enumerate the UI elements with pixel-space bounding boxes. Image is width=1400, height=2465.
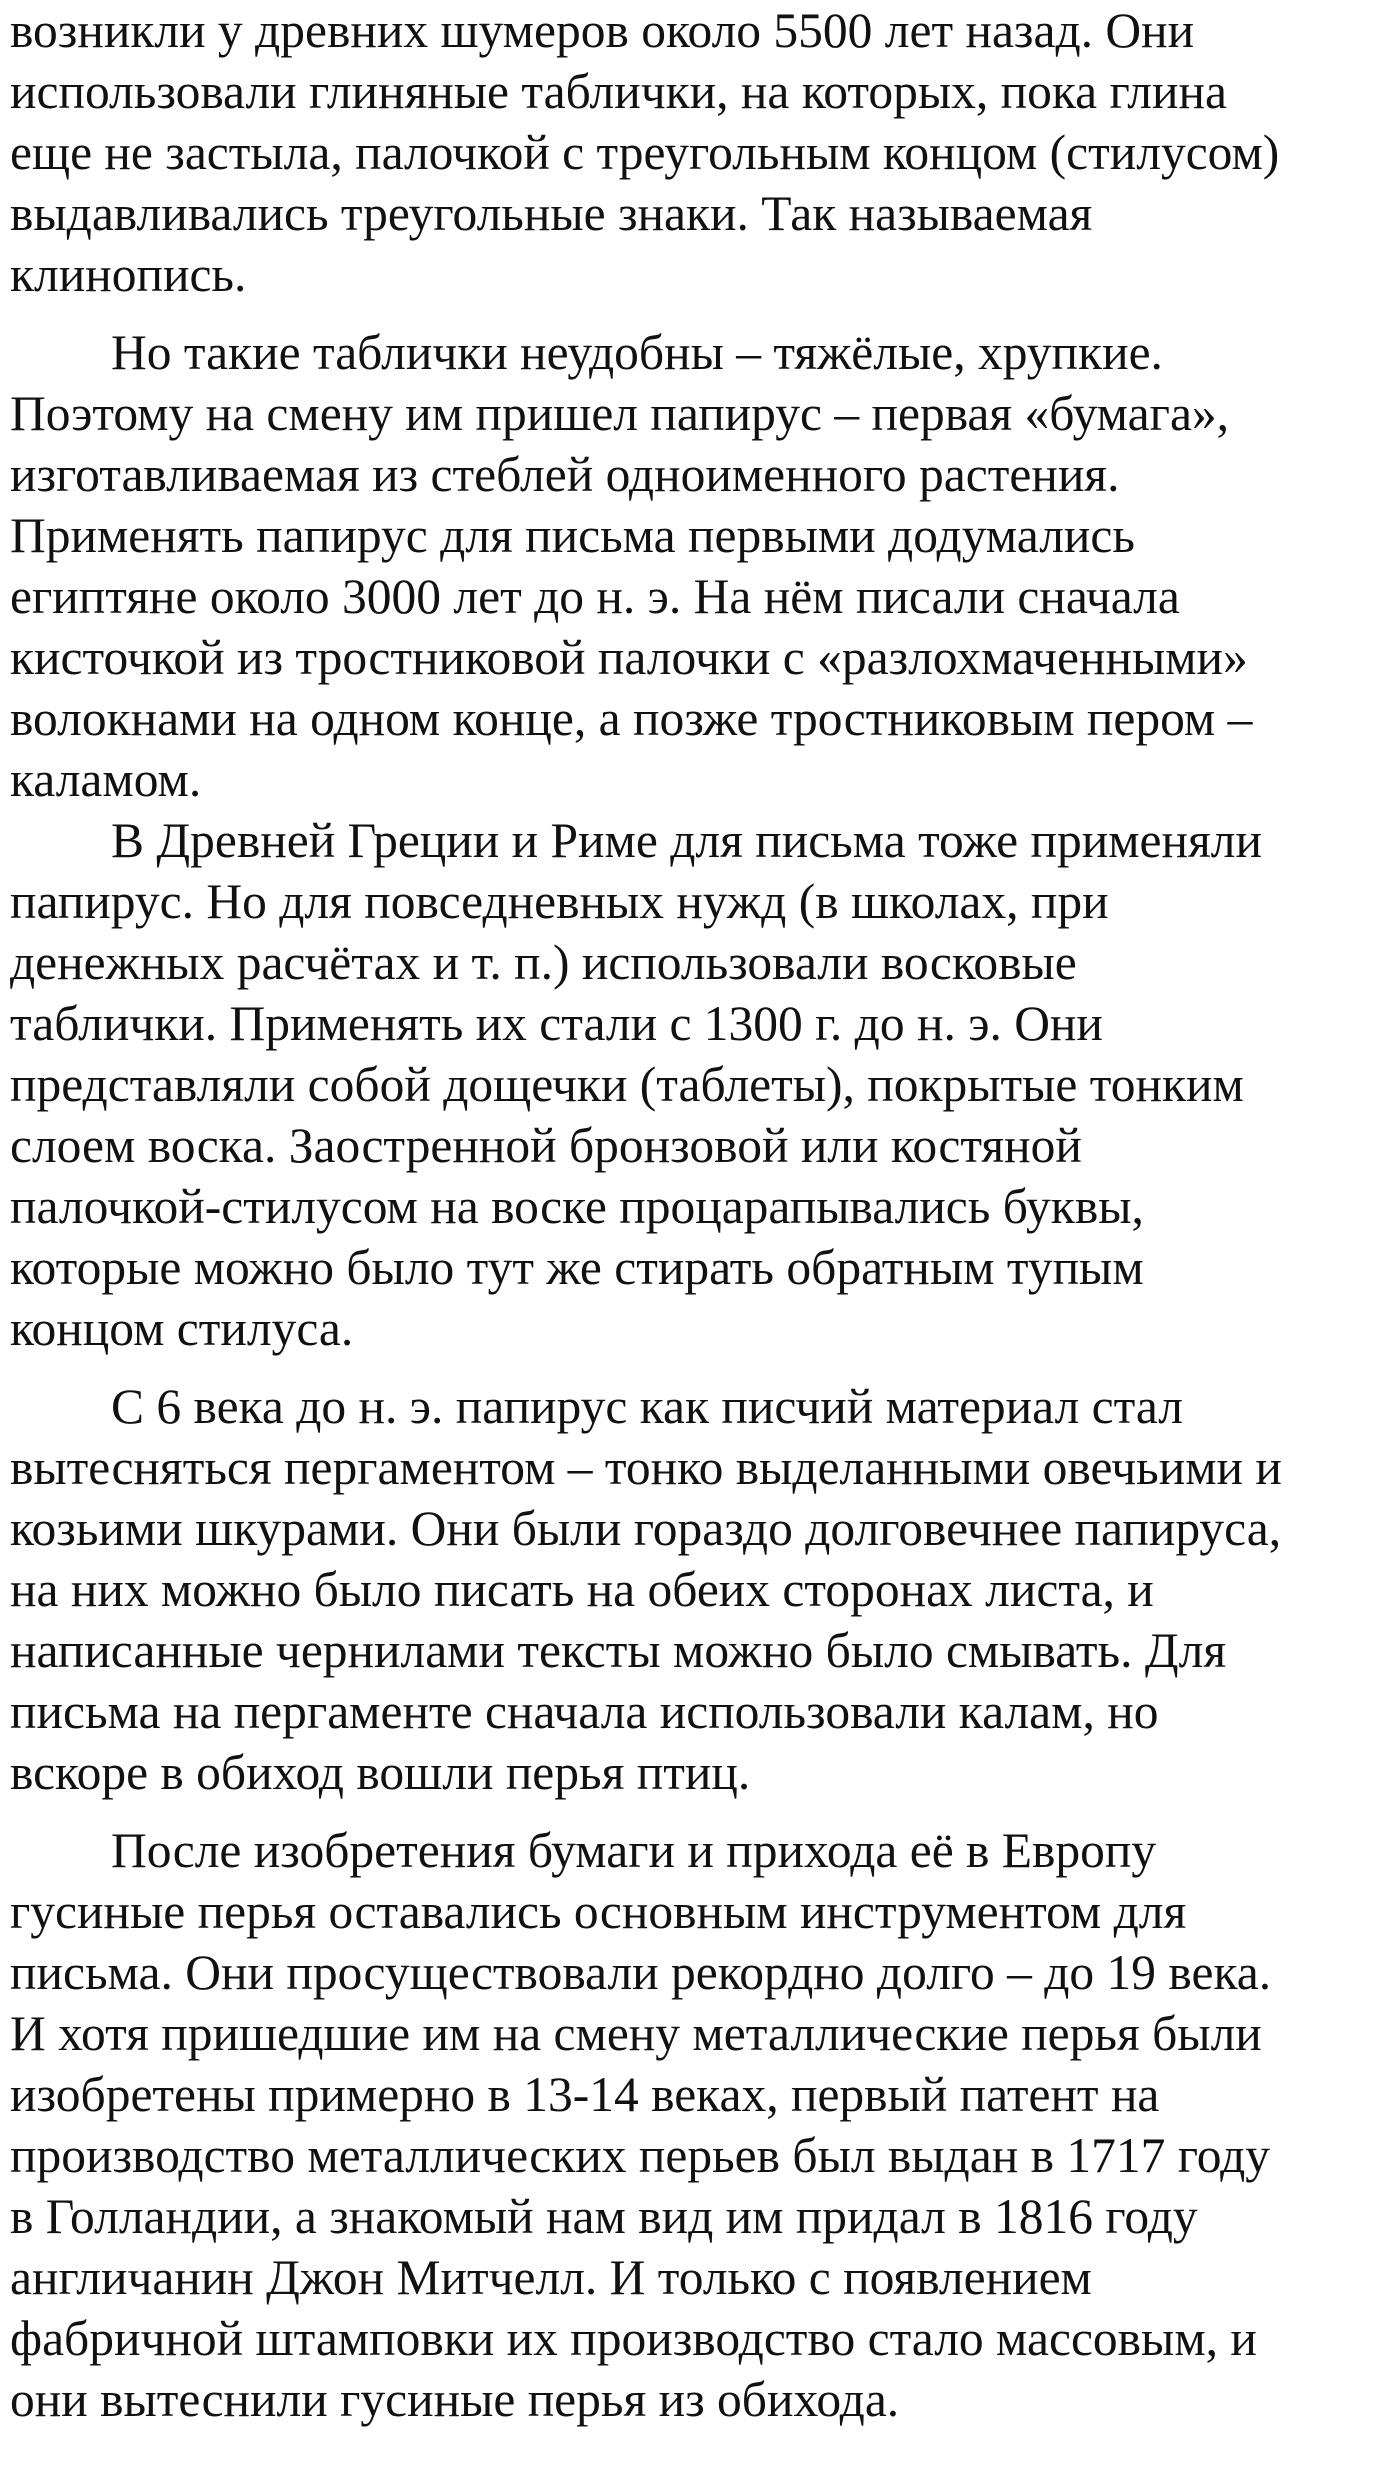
text-line: в Голландии, а знакомый нам вид им придал в 1816 году xyxy=(10,2189,1198,2244)
text-line: палочкой-стилусом на воске процарапывались буквы, xyxy=(10,1179,1144,1234)
text-line: папирус. Но для повседневных нужд (в школах, при xyxy=(10,874,1109,929)
paragraph-parchment xyxy=(10,1376,1400,1803)
text-line: Применять папирус для письма первыми додумались xyxy=(10,508,1135,563)
document-page xyxy=(10,0,1400,2430)
text-line: письма на пергаменте сначала использовали калам, но xyxy=(10,1684,1159,1739)
text-line: В Древней Греции и Риме для письма тоже применяли xyxy=(111,813,1262,868)
paragraph-quill-pens xyxy=(10,1820,1400,2430)
text-line: С 6 века до н. э. папирус как писчий материал стал xyxy=(111,1379,1183,1434)
text-line: написанные чернилами тексты можно было смывать. Для xyxy=(10,1623,1227,1678)
text-line: возникли у древних шумеров около 5500 лет назад. Они xyxy=(10,3,1195,58)
text-line: производство металлических перьев был выдан в 1717 году xyxy=(10,2128,1271,2183)
text-line: денежных расчётах и т. п.) использовали восковые xyxy=(10,935,1077,990)
paragraph-cuneiform xyxy=(10,0,1400,305)
text-line: вскоре в обиход вошли перья птиц. xyxy=(10,1745,751,1800)
text-line: гусиные перья оставались основным инструментом для xyxy=(10,1884,1187,1939)
text-line: которые можно было тут же стирать обратным тупым xyxy=(10,1240,1144,1295)
text-line: каламом. xyxy=(10,752,202,807)
text-line: слоем воска. Заостренной бронзовой или костяной xyxy=(10,1118,1082,1173)
text-line: вытесняться пергаментом – тонко выделанными овечьими и xyxy=(10,1440,1282,1495)
text-line: таблички. Применять их стали с 1300 г. до н. э. Они xyxy=(10,996,1103,1051)
text-line: на них можно было писать на обеих сторонах листа, и xyxy=(10,1562,1154,1617)
text-line: еще не застыла, палочкой с треугольным концом (стилусом) xyxy=(10,125,1280,180)
text-line: Но такие таблички неудобны – тяжёлые, хрупкие. xyxy=(111,325,1163,380)
text-line: египтяне около 3000 лет до н. э. На нём писали сначала xyxy=(10,569,1180,624)
text-line: англичанин Джон Митчелл. И только с появлением xyxy=(10,2250,1092,2305)
text-line: представляли собой дощечки (таблеты), покрытые тонким xyxy=(10,1057,1244,1112)
text-line: изобретены примерно в 13-14 веках, первый патент на xyxy=(10,2067,1160,2122)
text-line: фабричной штамповки их производство стало массовым, и xyxy=(10,2311,1257,2366)
text-line: Поэтому на смену им пришел папирус – первая «бумага», xyxy=(10,386,1230,441)
text-line: выдавливались треугольные знаки. Так называемая xyxy=(10,186,1093,241)
text-line: клинопись. xyxy=(10,247,247,302)
text-line: кисточкой из тростниковой палочки с «разлохмаченными» xyxy=(10,630,1248,685)
text-line: концом стилуса. xyxy=(10,1301,354,1356)
text-line: они вытеснили гусиные перья из обихода. xyxy=(10,2372,900,2427)
text-line: письма. Они просуществовали рекордно долго – до 19 века. xyxy=(10,1945,1272,2000)
text-line: И хотя пришедшие им на смену металлические перья были xyxy=(10,2006,1262,2061)
text-line: использовали глиняные таблички, на которых, пока глина xyxy=(10,64,1227,119)
text-line: волокнами на одном конце, а позже тростниковым пером – xyxy=(10,691,1253,746)
paragraph-papyrus xyxy=(10,322,1400,810)
text-line: изготавливаемая из стеблей одноименного растения. xyxy=(10,447,1120,502)
text-line: После изобретения бумаги и прихода её в Европу xyxy=(111,1823,1157,1878)
paragraph-wax-tablets xyxy=(10,810,1400,1359)
text-line: козьими шкурами. Они были гораздо долговечнее папируса, xyxy=(10,1501,1282,1556)
